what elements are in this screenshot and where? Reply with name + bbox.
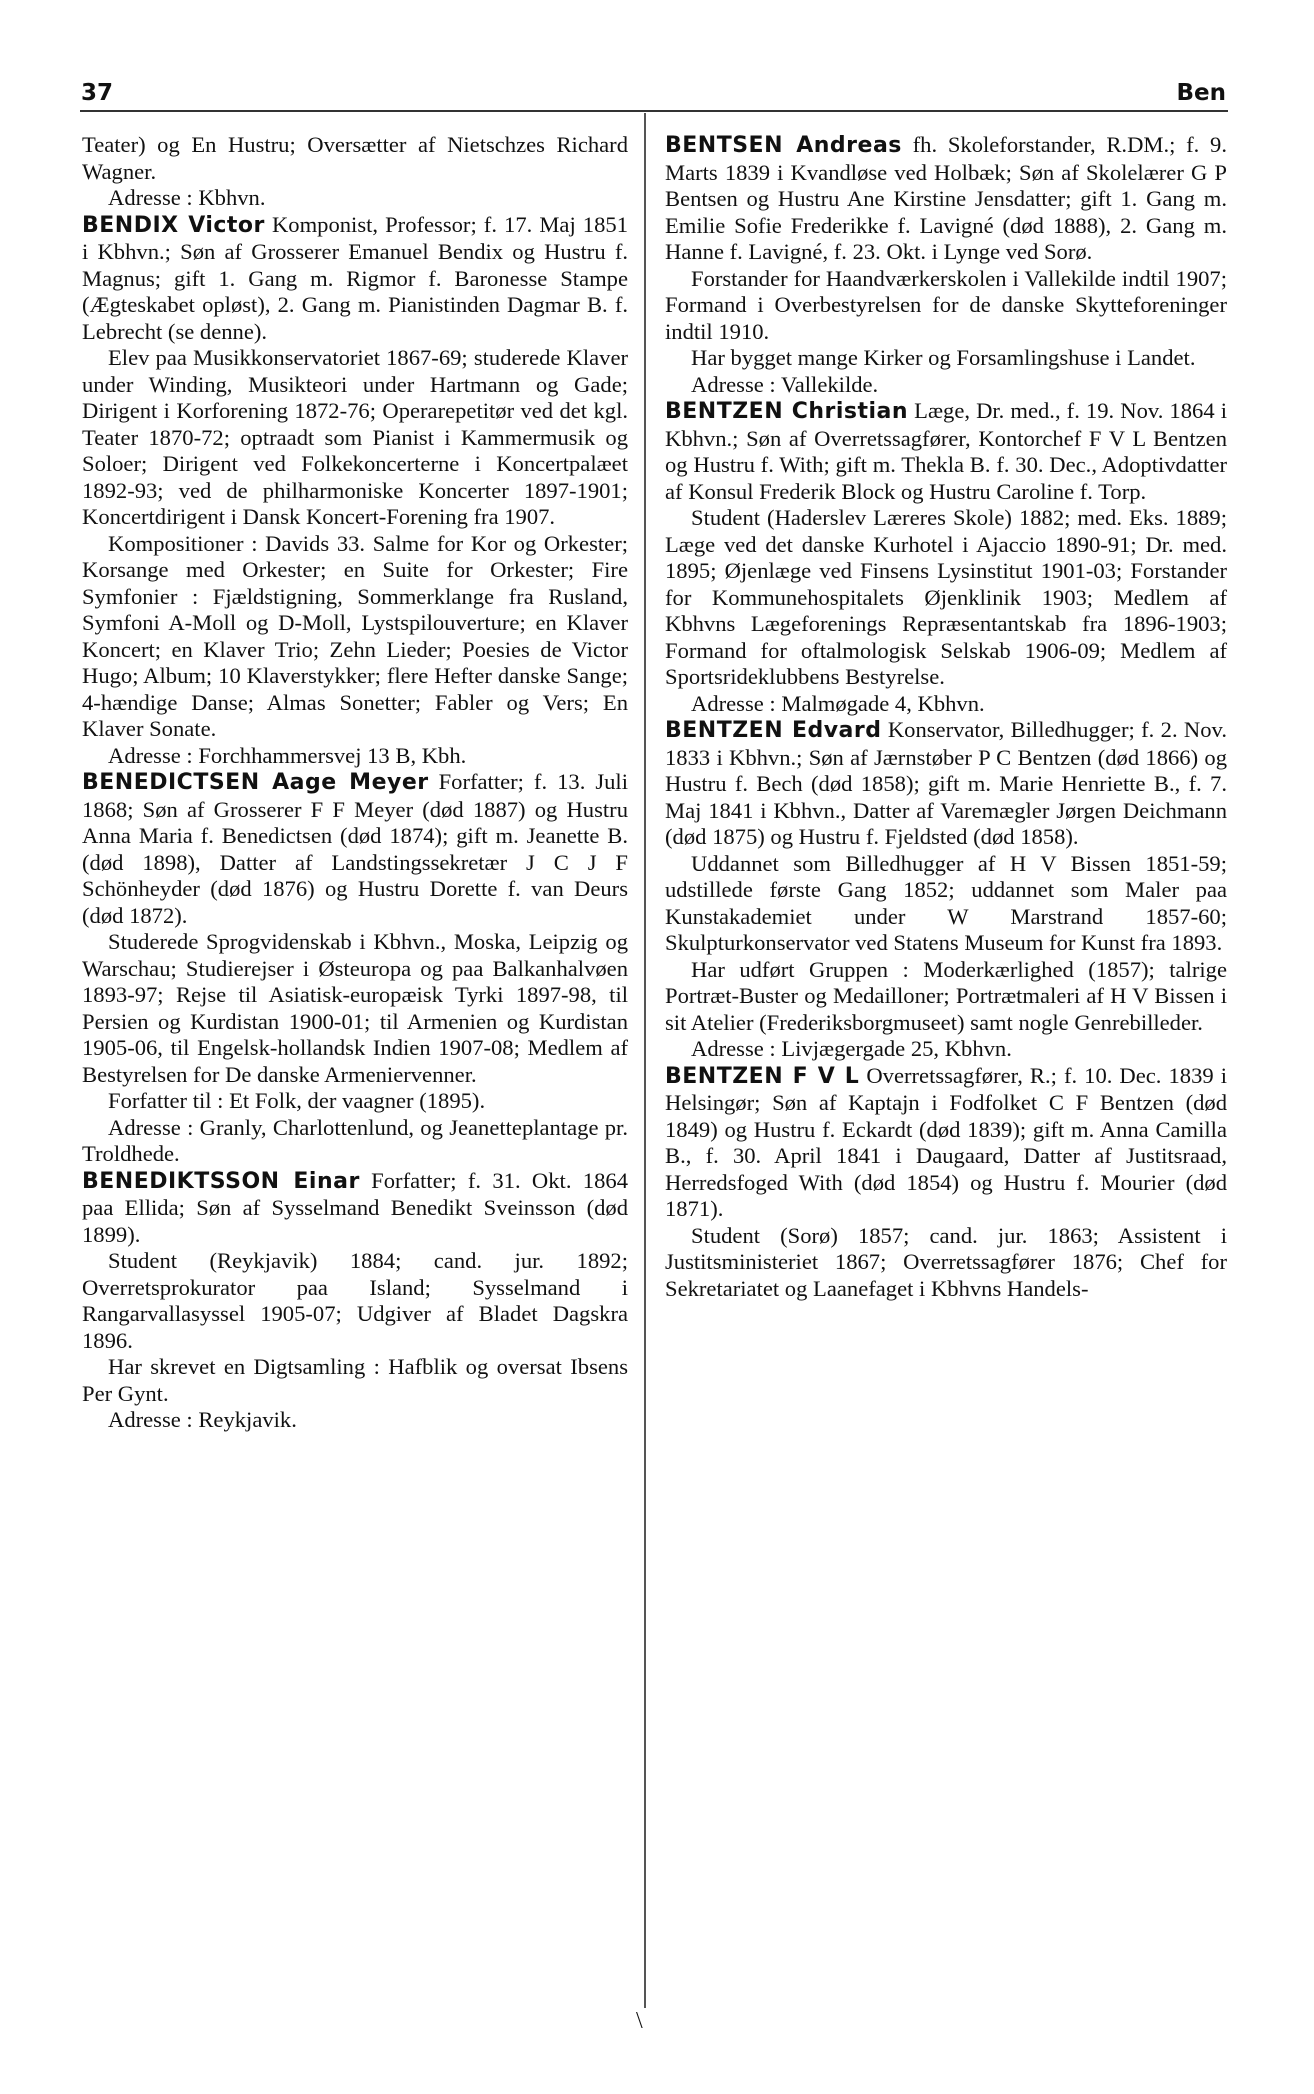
- entry-paragraph: Har bygget mange Kirker og Forsamlingshuse i Landet.: [691, 345, 1196, 370]
- entry-address: Adresse : Granly, Charlottenlund, og Jeanetteplantage pr. Troldhede.: [82, 1114, 628, 1166]
- entry-head: Forfatter; f. 31. Okt. 1864 paa Ellida; Søn af Sysselmand Benedikt Sveinsson (død 1899).: [82, 1167, 628, 1247]
- entry-continued: [82, 132, 628, 212]
- entry-address: Adresse : Vallekilde.: [691, 371, 879, 397]
- entry-name: BENTZEN Edvard: [665, 718, 882, 743]
- right-column: [665, 132, 1227, 1302]
- entry-benediktsson-einar: [82, 1168, 628, 1434]
- entry-paragraph: Kompositioner : Davids 33. Salme for Kor og Orkester; Korsange med Orkester; en Suite for Orkester; Fire Symfonier : Fjældstigning, Sommerklange fra Rusland, Symfoni A-Moll og D-Moll, Lystspilouverture; en Klaver Koncert; en Klaver Trio; Zehn Lieder; Poesies de Victor Hugo; Album; 10 Klaverstykker; flere Hefter danske Sange; 4-hændige Danse; Almas Sonetter; Fabler og Vers; En Klaver Sonate.: [82, 530, 628, 741]
- entry-paragraph: Forfatter til : Et Folk, der vaagner (1895).: [108, 1088, 486, 1113]
- entry-name: BENDIX Victor: [82, 212, 265, 238]
- entry-paragraph: Uddannet som Billedhugger af H V Bissen 1851-59; udstillede første Gang 1852; uddannet som Maler paa Kunstakademiet under W Marstrand 1857-60; Skulpturkonservator ved Statens Museum for Kunst fra 1893.: [665, 850, 1227, 955]
- entry-address: Adresse : Kbhvn.: [108, 185, 266, 210]
- entry-bentzen-christian: [665, 398, 1227, 717]
- entry-paragraph: Student (Haderslev Læreres Skole) 1882; med. Eks. 1889; Læge ved det danske Kurhotel i Ajaccio 1890-91; Dr. med. 1895; Øjenlæge ved Finsens Lysinstitut 1901-03; Forstander for Kommunehospitalets Øjenklinik 1903; Medlem af Kbhvns Lægeforenings Repræsentantskab fra 1896-1903; Formand for oftalmologisk Selskab 1906-09; Medlem af Sportsrideklubbens Bestyrelse.: [665, 505, 1227, 689]
- entry-address: Adresse : Reykjavik.: [108, 1407, 297, 1432]
- entry-name: BENTSEN Andreas: [665, 133, 902, 158]
- page-number: 37: [81, 80, 114, 106]
- entry-address: Adresse : Forchhammersvej 13 B, Kbh.: [108, 742, 467, 768]
- entry-name: BENEDICTSEN Aage Meyer: [82, 770, 429, 795]
- entry-bendix-victor: [82, 212, 628, 770]
- entry-paragraph: Student (Reykjavik) 1884; cand. jur. 1892; Overretsprokurator paa Island; Sysselmand i Rangarvallasyssel 1905-07; Udgiver af Bladet Dagskra 1896.: [82, 1248, 628, 1353]
- entry-paragraph: Elev paa Musikkonservatoriet 1867-69; studerede Klaver under Winding, Musikteori under Hartmann og Gade; Dirigent i Korforening 1872-76; Operarepetitør ved det kgl. Teater 1870-72; optraadt som Pianist i Kammermusik og Soloer; Dirigent ved Folkekoncerterne i Koncertpalæet 1892-93; ved de philharmoniske Koncerter 1897-1901; Koncertdirigent i Dansk Koncert-Forening fra 1907.: [82, 345, 628, 529]
- entry-bentzen-edvard: [665, 717, 1227, 1063]
- column-divider: [644, 113, 646, 2008]
- entry-head: Læge, Dr. med., f. 19. Nov. 1864 i Kbhvn.; Søn af Overretssagfører, Kontorchef F V L Bentzen og Hustru f. With; gift m. Thekla B. f. 30. Dec., Adoptivdatter af Konsul Frederik Block og Hustru Caroline f. Torp.: [665, 398, 1227, 504]
- entry-paragraph: Student (Sorø) 1857; cand. jur. 1863; Assistent i Justitsministeriet 1867; Overretssagfører 1876; Chef for Sekretariatet og Laanefaget i Kbhvns Handels-: [665, 1222, 1227, 1301]
- left-column: [82, 132, 628, 1434]
- entry-head: Komponist, Professor; f. 17. Maj 1851 i Kbhvn.; Søn af Grosserer Emanuel Bendix og Hustru f. Magnus; gift 1. Gang m. Rigmor f. Baronesse Stampe (Ægteskabet opløst), 2. Gang m. Pianistinden Dagmar B. f. Lebrecht (se denne).: [82, 211, 628, 344]
- entry-paragraph: Har skrevet en Digtsamling : Hafblik og oversat Ibsens Per Gynt.: [82, 1354, 628, 1406]
- entry-head: Forfatter; f. 13. Juli 1868; Søn af Grosserer F F Meyer (død 1887) og Hustru Anna Maria f. Benedictsen (død 1874); gift m. Jeanette B. (død 1898), Datter af Landstingssekretær J C J F Schönheyder (død 1876) og Hustru Dorette f. van Deurs (død 1872).: [82, 769, 628, 928]
- entry-paragraph: Forstander for Haandværkerskolen i Vallekilde indtil 1907; Formand i Overbestyrelsen for de danske Skytteforeninger indtil 1910.: [665, 265, 1227, 344]
- header-rule: [80, 110, 1228, 112]
- entry-address: Adresse : Livjægergade 25, Kbhvn.: [691, 1036, 1012, 1061]
- entry-bentsen-andreas: [665, 132, 1227, 398]
- running-head: Ben: [1176, 80, 1226, 106]
- entry-head: fh. Skoleforstander, R.DM.; f. 9. Marts 1839 i Kvandløse ved Holbæk; Søn af Skolelærer G P Bentsen og Hustru Ane Kirstine Jensdatter; gift 1. Gang m. Emilie Sofie Frederikke f. Lavigné (død 1888), 2. Gang m. Hanne f. Lavigné, f. 23. Okt. i Lynge ved Sorø.: [665, 132, 1227, 264]
- entry-head: Overretssagfører, R.; f. 10. Dec. 1839 i Helsingør; Søn af Kaptajn i Fodfolket C F Bentzen (død 1849) og Hustru f. Eckardt (død 1839); gift m. Anna Camilla B., f. 30. April 1841 i Daugaard, Datter af Justitsraad, Herredsfoged With (død 1854) og Hustru f. Mourier (død 1871).: [665, 1062, 1227, 1221]
- entry-head: Konservator, Billedhugger; f. 2. Nov. 1833 i Kbhvn.; Søn af Jærnstøber P C Bentzen (død 1866) og Hustru f. Bech (død 1858); gift m. Marie Henriette B., f. 7. Maj 1841 i Kbhvn., Datter af Varemægler Jørgen Deichmann (død 1875) og Hustru f. Fjeldsted (død 1858).: [665, 717, 1228, 849]
- entry-text: Teater) og En Hustru; Oversætter af Nietschzes Richard Wagner.: [82, 132, 628, 184]
- entry-paragraph: Studerede Sprogvidenskab i Kbhvn., Moska, Leipzig og Warschau; Studierejser i Østeuropa og paa Balkanhalvøen 1893-97; Rejse til Asiatisk-europæisk Tyrki 1897-98, til Persien og Kurdistan 1900-01; til Armenien og Kurdistan 1905-06, til Engelsk-hollandsk Indien 1907-08; Medlem af Bestyrelsen for De danske Armeniervenner.: [82, 929, 628, 1087]
- entry-name: BENEDIKTSSON Einar: [82, 1168, 360, 1194]
- entry-address: Adresse : Malmøgade 4, Kbhvn.: [691, 690, 985, 716]
- entry-paragraph: Har udført Gruppen : Moderkærlighed (1857); talrige Portræt-Buster og Medailloner; Portrætmaleri af H V Bissen i sit Atelier (Frederiksborgmuseet) samt nogle Genrebilleder.: [665, 956, 1227, 1035]
- entry-bentzen-f-v-l: [665, 1063, 1227, 1303]
- entry-benedictsen-aage-meyer: [82, 769, 628, 1168]
- entry-name: BENTZEN Christian: [665, 399, 909, 424]
- stray-print-mark: \: [636, 2008, 643, 2034]
- entry-name: BENTZEN F V L: [665, 1063, 860, 1089]
